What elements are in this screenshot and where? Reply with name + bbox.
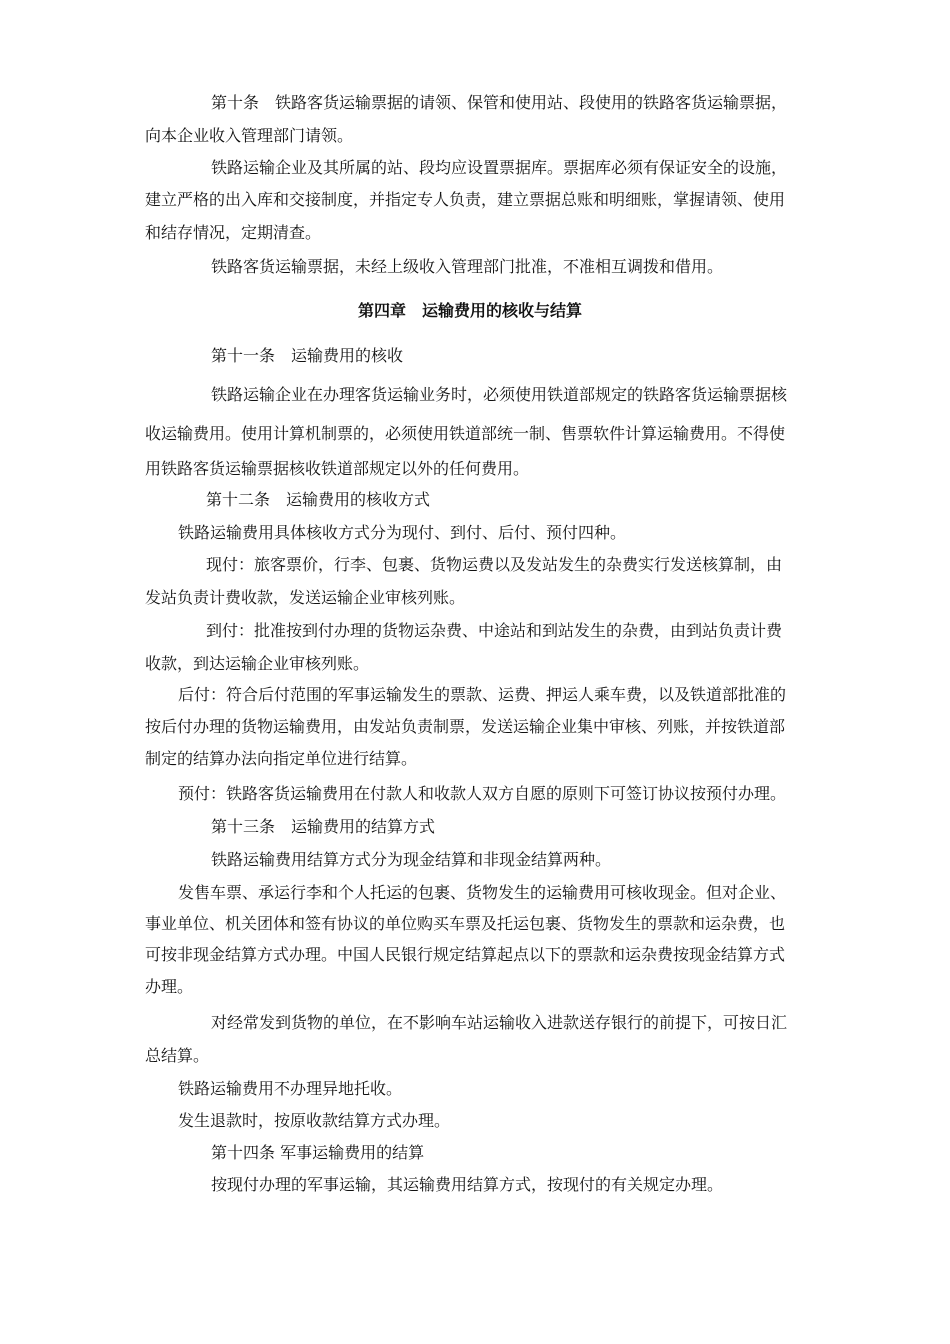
article-heading: 第十三条 运输费用的结算方式 [211, 817, 436, 836]
paragraph-line: 建立严格的出入库和交接制度，并指定专人负责，建立票据总账和明细账，掌握请领、使用 [145, 190, 786, 209]
paragraph-line: 和结存情况，定期清查。 [145, 223, 322, 242]
paragraph-line: 事业单位、机关团体和签有协议的单位购买车票及托运包裹、货物发生的票款和运杂费，也 [145, 914, 786, 933]
article-10-line-1: 第十条 铁路客货运输票据的请领、保管和使用站、段使用的铁路客货运输票据， [211, 93, 788, 112]
paragraph-line: 发售车票、承运行李和个人托运的包裹、货物发生的运输费用可核收现金。但对企业、 [178, 883, 787, 902]
paragraph-line: 发站负责计费收款，发送运输企业审核列账。 [145, 588, 466, 607]
paragraph-line: 铁路运输费用结算方式分为现金结算和非现金结算两种。 [211, 850, 612, 869]
paragraph-line: 铁路客货运输票据，未经上级收入管理部门批准，不准相互调拨和借用。 [211, 257, 724, 276]
paragraph-line: 到付：批准按到付办理的货物运杂费、中途站和到站发生的杂费，由到站负责计费 [206, 621, 783, 640]
paragraph-line: 办理。 [145, 977, 194, 996]
paragraph-line: 预付：铁路客货运输费用在付款人和收款人双方自愿的原则下可签订协议按预付办理。 [178, 784, 787, 803]
paragraph-line: 铁路运输费用不办理异地托收。 [178, 1079, 403, 1098]
paragraph-line: 对经常发到货物的单位，在不影响车站运输收入进款送存银行的前提下，可按日汇 [211, 1013, 788, 1032]
paragraph-line: 按现付办理的军事运输，其运输费用结算方式，按现付的有关规定办理。 [211, 1175, 724, 1194]
paragraph-line: 制定的结算办法向指定单位进行结算。 [145, 749, 418, 768]
paragraph-line: 铁路运输费用具体核收方式分为现付、到付、后付、预付四种。 [178, 523, 627, 542]
paragraph-line: 铁路运输企业及其所属的站、段均应设置票据库。票据库必须有保证安全的设施， [211, 158, 788, 177]
paragraph-line: 收款，到达运输企业审核列账。 [145, 654, 370, 673]
paragraph-line: 发生退款时，按原收款结算方式办理。 [178, 1111, 451, 1130]
paragraph-line: 现付：旅客票价，行李、包裹、货物运费以及发站发生的杂费实行发送核算制，由 [206, 555, 783, 574]
paragraph-line: 收运输费用。使用计算机制票的，必须使用铁道部统一制、售票软件计算运输费用。不得使 [145, 424, 786, 443]
article-heading: 第十一条 运输费用的核收 [211, 346, 404, 365]
paragraph-line: 按后付办理的货物运输费用，由发站负责制票，发送运输企业集中审核、列账，并按铁道部 [145, 717, 786, 736]
paragraph-line: 后付：符合后付范围的军事运输发生的票款、运费、押运人乘车费，以及铁道部批准的 [178, 685, 787, 704]
paragraph-line: 总结算。 [145, 1046, 210, 1065]
paragraph-line: 铁路运输企业在办理客货运输业务时，必须使用铁道部规定的铁路客货运输票据核 [211, 385, 788, 404]
paragraph-line: 可按非现金结算方式办理。中国人民银行规定结算起点以下的票款和运杂费按现金结算方式 [145, 945, 786, 964]
paragraph-line: 用铁路客货运输票据核收铁道部规定以外的任何费用。 [145, 459, 530, 478]
article-heading: 第十四条 军事运输费用的结算 [211, 1143, 425, 1162]
article-10-line-2: 向本企业收入管理部门请领。 [145, 126, 354, 145]
chapter-heading: 第四章 运输费用的核收与结算 [358, 301, 583, 320]
article-heading: 第十二条 运输费用的核收方式 [206, 490, 431, 509]
